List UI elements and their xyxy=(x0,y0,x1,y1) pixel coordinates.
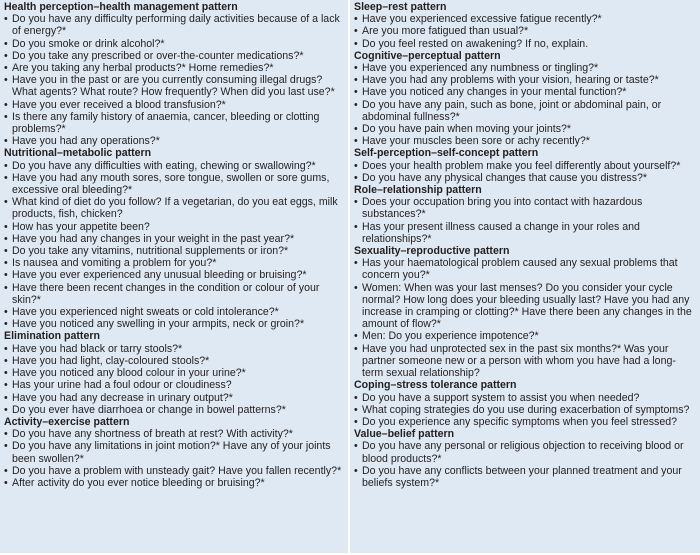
question-item: • Men: Do you experience impotence?* xyxy=(354,330,696,342)
question-item: • Have there been recent changes in the condition or colour of your skin?* xyxy=(4,282,344,306)
section-title: Self-perception–self-concept pattern xyxy=(354,147,539,160)
section-value-belief-pattern xyxy=(354,428,696,489)
question-item: • Are you taking any herbal products?* Home remedies?* xyxy=(4,62,344,74)
section-title: Activity–exercise pattern xyxy=(4,415,130,428)
question-item: • Have your muscles been sore or achy recently?* xyxy=(354,135,696,147)
question-item: • Has your haematological problem caused any sexual problems that concern you?* xyxy=(354,257,696,281)
question-item: • Do you experience any specific symptoms when you feel stressed? xyxy=(354,416,696,428)
question-item: • Have you noticed any swelling in your armpits, neck or groin?* xyxy=(4,318,344,330)
question-item: • How has your appetite been? xyxy=(4,221,344,233)
section-self-perception-self-concept-pattern xyxy=(354,147,696,184)
section-title: Elimination pattern xyxy=(4,330,100,343)
question-item: • Do you have a problem with unsteady gait? Have you fallen recently?* xyxy=(4,465,344,477)
section-title: Nutritional–metabolic pattern xyxy=(4,147,152,160)
section-title: Coping–stress tolerance pattern xyxy=(354,379,517,392)
question-item: • Have you had light, clay-coloured stools?* xyxy=(4,355,344,367)
question-item: • Does your occupation bring you into contact with hazardous substances?* xyxy=(354,196,696,220)
question-list xyxy=(354,196,696,245)
question-list xyxy=(354,440,696,489)
question-list xyxy=(354,392,696,429)
section-sleep-rest-pattern xyxy=(354,1,696,50)
question-item: • Do you feel rested on awakening? If no, explain. xyxy=(354,38,696,50)
question-item: • What coping strategies do you use during exacerbation of symptoms? xyxy=(354,404,696,416)
question-item: • Do you take any vitamins, nutritional supplements or iron?* xyxy=(4,245,344,257)
question-item: • Do you have any shortness of breath at rest? With activity?* xyxy=(4,428,344,440)
question-list xyxy=(354,160,696,184)
section-title: Cognitive–perceptual pattern xyxy=(354,49,501,62)
section-title: Value–belief pattern xyxy=(354,428,455,441)
question-item: • Have you had any problems with your vision, hearing or taste?* xyxy=(354,74,696,86)
question-item: • Do you smoke or drink alcohol?* xyxy=(4,38,344,50)
question-item: • Women: When was your last menses? Do you consider your cycle normal? How long does your bleeding usually last? Have you had any increase in cramping or clotting?* Have there been any changes in the amount of flow?* xyxy=(354,282,696,331)
left-column-content xyxy=(0,0,348,489)
section-elimination-pattern xyxy=(4,330,344,415)
question-item: • Do you have any limitations in joint motion?* Have any of your joints been swollen?* xyxy=(4,440,344,464)
question-list xyxy=(354,13,696,50)
question-item: • Do you have any pain, such as bone, joint or abdominal pain, or abdominal fullness?* xyxy=(354,99,696,123)
question-item: • Do you have any conflicts between your planned treatment and your beliefs system?* xyxy=(354,465,696,489)
question-item: • Have you had any operations?* xyxy=(4,135,344,147)
section-health-perception-health-management-pattern xyxy=(4,1,344,147)
question-item: • Have you experienced excessive fatigue recently?* xyxy=(354,13,696,25)
right-column xyxy=(350,0,700,555)
question-item: • Are you more fatigued than usual?* xyxy=(354,25,696,37)
question-item: • Do you have any difficulty performing daily activities because of a lack of energy?* xyxy=(4,13,344,37)
question-item: • Do you have any physical changes that cause you distress?* xyxy=(354,172,696,184)
question-list xyxy=(354,62,696,147)
question-item: • Have you had any changes in your weight in the past year?* xyxy=(4,233,344,245)
question-item: • Is nausea and vomiting a problem for you?* xyxy=(4,257,344,269)
question-item: • Do you have pain when moving your joints?* xyxy=(354,123,696,135)
section-role-relationship-pattern xyxy=(354,184,696,245)
section-nutritional-metabolic-pattern xyxy=(4,147,344,330)
question-item: • Have you noticed any changes in your mental function?* xyxy=(354,86,696,98)
question-item: • Have you ever received a blood transfusion?* xyxy=(4,99,344,111)
question-item: • Do you have any personal or religious objection to receiving blood or blood products?* xyxy=(354,440,696,464)
question-item: • Have you had black or tarry stools?* xyxy=(4,343,344,355)
question-item: • Do you take any prescribed or over-the-counter medications?* xyxy=(4,50,344,62)
question-list xyxy=(4,343,344,416)
section-cognitive-perceptual-pattern xyxy=(354,50,696,148)
question-item: • Have you had unprotected sex in the past six months?* Was your partner someone new or a person with whom you have had a long-term sexual relationship? xyxy=(354,343,696,380)
section-title: Health perception–health management pattern xyxy=(4,1,238,13)
question-item: • Have you had any mouth sores, sore tongue, swollen or sore gums, excessive oral bleeding?* xyxy=(4,172,344,196)
section-activity-exercise-pattern xyxy=(4,416,344,489)
question-item: • Do you have a support system to assist you when needed? xyxy=(354,392,696,404)
question-list xyxy=(354,257,696,379)
question-item: • Have you in the past or are you currently consuming illegal drugs? What agents? What route? How frequently? When did you last use?* xyxy=(4,74,344,98)
question-item: • Have you noticed any blood colour in your urine?* xyxy=(4,367,344,379)
question-list xyxy=(4,428,344,489)
question-item: • Does your health problem make you feel differently about yourself?* xyxy=(354,160,696,172)
section-coping-stress-tolerance-pattern xyxy=(354,379,696,428)
question-item: • Have you experienced night sweats or cold intolerance?* xyxy=(4,306,344,318)
question-item: • Has your present illness caused a change in your roles and relationships?* xyxy=(354,221,696,245)
question-item: • Has your urine had a foul odour or cloudiness? xyxy=(4,379,344,391)
question-item: • Do you have any difficulties with eating, chewing or swallowing?* xyxy=(4,160,344,172)
section-title: Role–relationship pattern xyxy=(354,184,482,197)
question-item: • After activity do you ever notice bleeding or bruising?* xyxy=(4,477,344,489)
question-item: • Have you had any decrease in urinary output?* xyxy=(4,392,344,404)
question-list xyxy=(4,13,344,147)
question-item: • Have you ever experienced any unusual bleeding or bruising?* xyxy=(4,269,344,281)
question-item: • Do you ever have diarrhoea or change in bowel patterns?* xyxy=(4,404,344,416)
question-list xyxy=(4,160,344,331)
section-title: Sleep–rest pattern xyxy=(354,1,447,13)
question-item: • Is there any family history of anaemia, cancer, bleeding or clotting problems?* xyxy=(4,111,344,135)
section-sexuality-reproductive-pattern xyxy=(354,245,696,379)
section-title: Sexuality–reproductive pattern xyxy=(354,245,510,258)
left-column xyxy=(0,0,348,555)
question-item: • What kind of diet do you follow? If a vegetarian, do you eat eggs, milk products, fish, chicken? xyxy=(4,196,344,220)
right-column-content xyxy=(350,0,700,489)
question-item: • Have you experienced any numbness or tingling?* xyxy=(354,62,696,74)
